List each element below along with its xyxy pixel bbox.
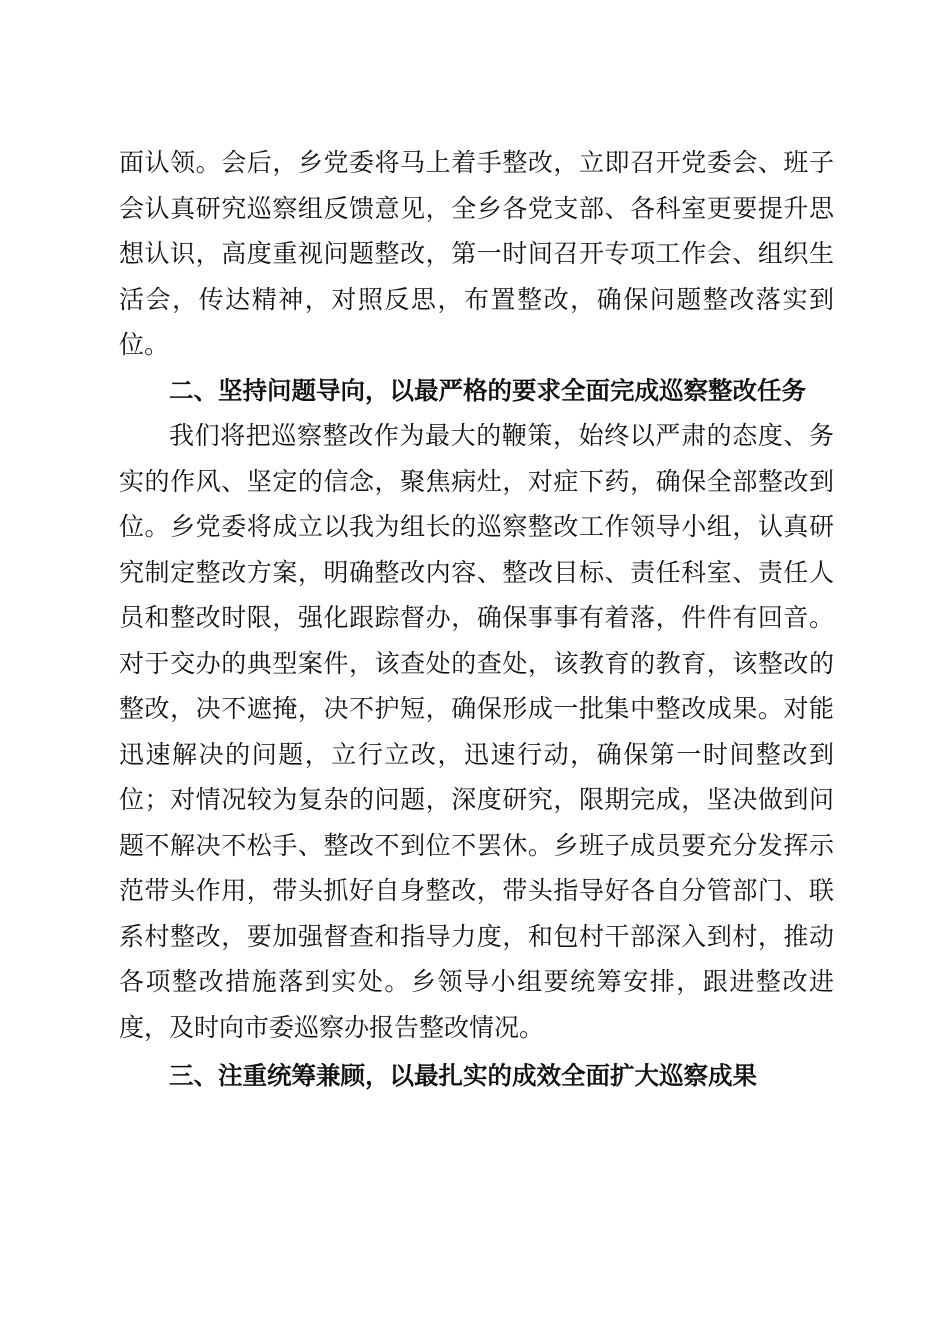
document-body <box>119 140 834 1099</box>
paragraph-section-2-body: 我们将把巡察整改作为最大的鞭策，始终以严肃的态度、务实的作风、坚定的信念，聚焦病灶，对症下药，确保全部整改到位。乡党委将成立以我为组长的巡察整改工作领导小组，认真研究制定整改方案，明确整改内容、整改目标、责任科室、责任人员和整改时限，强化跟踪督办，确保事事有着落，件件有回音。对于交办的典型案件，该查处的查处，该教育的教育，该整改的整改，决不遮掩，决不护短，确保形成一批集中整改成果。对能迅速解决的问题，立行立改，迅速行动，确保第一时间整改到位；对情况较为复杂的问题，深度研究，限期完成，坚决做到问题不解决不松手、整改不到位不罢休。乡班子成员要充分发挥示范带头作用，带头抓好自身整改，带头指导好各自分管部门、联系村整改，要加强督查和指导力度，和包村干部深入到村，推动各项整改措施落到实处。乡领导小组要统筹安排，跟进整改进度，及时向市委巡察办报告整改情况。 <box>119 421 834 1042</box>
section-heading-3: 三、注重统筹兼顾，以最扎实的成效全面扩大巡察成果 <box>169 1061 757 1090</box>
section-heading-2: 二、坚持问题导向，以最严格的要求全面完成巡察整改任务 <box>169 375 806 405</box>
paragraph-continuation: 面认领。会后，乡党委将马上着手整改，立即召开党委会、班子会认真研究巡察组反馈意见，全乡各党支部、各科室更要提升思想认识，高度重视问题整改，第一时间召开专项工作会、组织生活会，传达精神，对照反思，布置整改，确保问题整改落实到位。 <box>119 148 834 359</box>
